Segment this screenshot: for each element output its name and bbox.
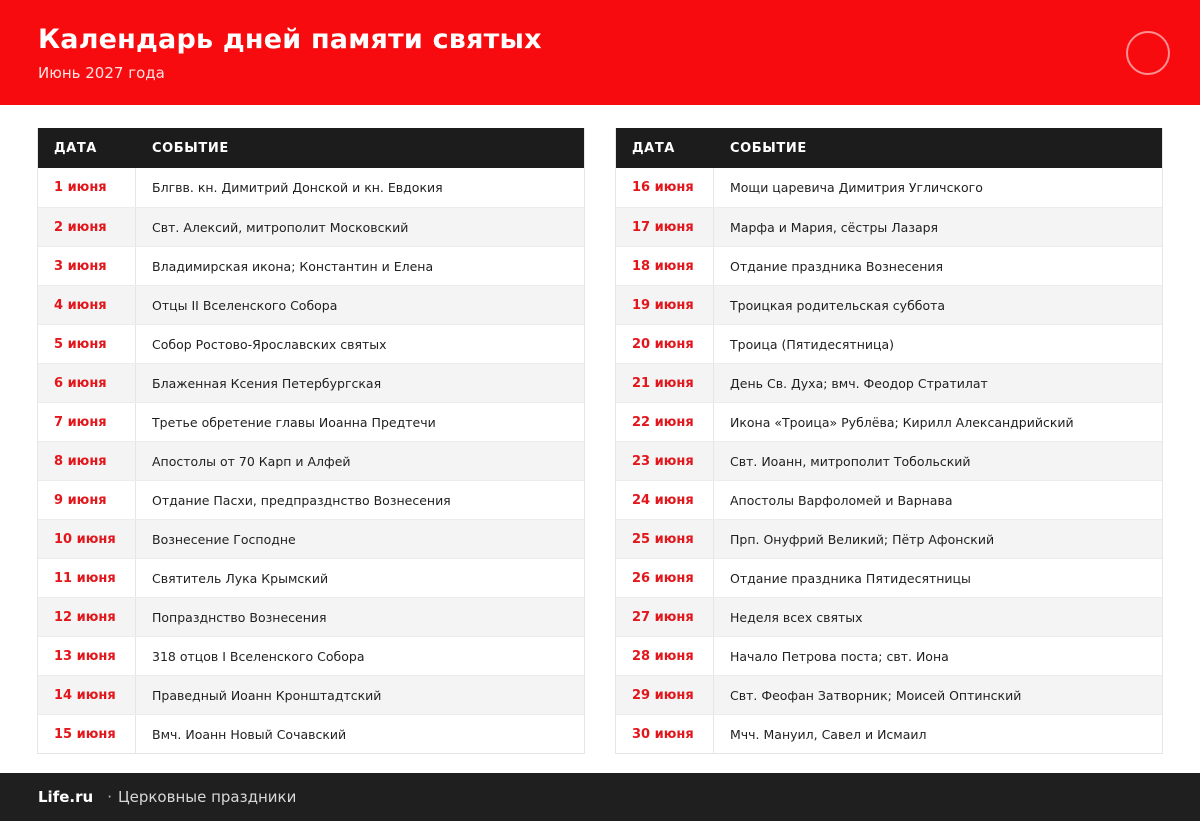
event-cell: Третье обретение главы Иоанна Предтечи	[152, 414, 436, 430]
event-cell: Свт. Алексий, митрополит Московский	[152, 219, 409, 235]
table-body	[616, 168, 1162, 753]
event-cell: Вознесение Господне	[152, 531, 296, 547]
table-row	[38, 597, 584, 636]
event-cell: Апостолы от 70 Карп и Алфей	[152, 453, 351, 469]
table-row	[38, 675, 584, 714]
date-cell: 23 июня	[616, 442, 714, 480]
table-row	[38, 324, 584, 363]
event-cell: Свт. Иоанн, митрополит Тобольский	[730, 453, 971, 469]
table-row	[616, 363, 1162, 402]
event-cell: Апостолы Варфоломей и Варнава	[730, 492, 953, 508]
column-header-event: СОБЫТИЕ	[152, 140, 229, 156]
event-cell: Марфа и Мария, сёстры Лазаря	[730, 219, 939, 235]
table-row	[38, 207, 584, 246]
calendar-table-left	[37, 128, 585, 754]
date-cell: 16 июня	[616, 168, 714, 207]
date-cell: 6 июня	[38, 364, 136, 402]
event-cell: Блаженная Ксения Петербургская	[152, 375, 382, 391]
table-row	[616, 519, 1162, 558]
date-cell: 28 июня	[616, 637, 714, 675]
date-cell: 29 июня	[616, 676, 714, 714]
table-row	[616, 168, 1162, 207]
table-body	[38, 168, 584, 753]
date-cell: 18 июня	[616, 247, 714, 285]
date-cell: 30 июня	[616, 715, 714, 753]
table-row	[616, 636, 1162, 675]
table-row	[616, 441, 1162, 480]
table-row	[616, 597, 1162, 636]
table-row	[616, 246, 1162, 285]
column-header-event: СОБЫТИЕ	[730, 140, 807, 156]
date-cell: 21 июня	[616, 364, 714, 402]
table-row	[616, 324, 1162, 363]
date-cell: 17 июня	[616, 208, 714, 246]
event-cell: Попразднство Вознесения	[152, 609, 327, 625]
date-cell: 15 июня	[38, 715, 136, 753]
event-cell: Троицкая родительская суббота	[730, 297, 946, 313]
date-cell: 13 июня	[38, 637, 136, 675]
event-cell: Свт. Феофан Затворник; Моисей Оптинский	[730, 687, 1022, 703]
date-cell: 5 июня	[38, 325, 136, 363]
event-cell: Отдание праздника Вознесения	[730, 258, 944, 274]
event-cell: Отцы II Вселенского Собора	[152, 297, 338, 313]
date-cell: 14 июня	[38, 676, 136, 714]
date-cell: 8 июня	[38, 442, 136, 480]
event-cell: Праведный Иоанн Кронштадтский	[152, 687, 382, 703]
column-header-date: ДАТА	[54, 140, 97, 156]
event-cell: Неделя всех святых	[730, 609, 863, 625]
table-row	[616, 558, 1162, 597]
page-header	[0, 0, 1200, 105]
table-row	[38, 558, 584, 597]
date-cell: 11 июня	[38, 559, 136, 597]
date-cell: 22 июня	[616, 403, 714, 441]
table-row	[616, 285, 1162, 324]
table-row	[38, 168, 584, 207]
event-cell: Мощи царевича Димитрия Угличского	[730, 180, 983, 195]
table-row	[38, 402, 584, 441]
date-cell: 26 июня	[616, 559, 714, 597]
page-title: Календарь дней памяти святых	[38, 24, 542, 55]
date-cell: 24 июня	[616, 481, 714, 519]
table-row	[38, 636, 584, 675]
table-row	[38, 363, 584, 402]
footer-separator: ·	[107, 788, 112, 806]
event-cell: Вмч. Иоанн Новый Сочавский	[152, 726, 347, 742]
table-row	[38, 519, 584, 558]
decorative-circle-icon	[1126, 31, 1170, 75]
table-row	[616, 675, 1162, 714]
event-cell: Икона «Троица» Рублёва; Кирилл Александрийский	[730, 414, 1074, 430]
table-row	[38, 246, 584, 285]
event-cell: 318 отцов I Вселенского Собора	[152, 648, 365, 664]
date-cell: 4 июня	[38, 286, 136, 324]
event-cell: День Св. Духа; вмч. Феодор Стратилат	[730, 375, 988, 391]
footer-section-label: Церковные праздники	[117, 788, 297, 806]
page-subtitle: Июнь 2027 года	[38, 64, 165, 82]
event-cell: Блгвв. кн. Димитрий Донской и кн. Евдокия	[152, 180, 443, 195]
event-cell: Владимирская икона; Константин и Елена	[152, 258, 434, 274]
date-cell: 27 июня	[616, 598, 714, 636]
brand-logo-text[interactable]: Life.ru	[38, 788, 94, 806]
table-row	[38, 714, 584, 753]
event-cell: Начало Петрова поста; свт. Иона	[730, 648, 949, 664]
event-cell: Собор Ростово-Ярославских святых	[152, 336, 387, 352]
event-cell: Мчч. Мануил, Савел и Исмаил	[730, 726, 927, 742]
event-cell: Отдание праздника Пятидесятницы	[730, 570, 971, 586]
table-row	[616, 714, 1162, 753]
event-cell: Троица (Пятидесятница)	[730, 336, 895, 352]
date-cell: 10 июня	[38, 520, 136, 558]
table-header	[616, 128, 1162, 168]
date-cell: 20 июня	[616, 325, 714, 363]
calendar-table-right	[615, 128, 1163, 754]
date-cell: 1 июня	[38, 168, 136, 207]
page-footer	[0, 773, 1200, 821]
date-cell: 2 июня	[38, 208, 136, 246]
table-row	[38, 441, 584, 480]
date-cell: 9 июня	[38, 481, 136, 519]
table-header	[38, 128, 584, 168]
table-row	[616, 207, 1162, 246]
date-cell: 12 июня	[38, 598, 136, 636]
date-cell: 25 июня	[616, 520, 714, 558]
column-header-date: ДАТА	[632, 140, 675, 156]
date-cell: 3 июня	[38, 247, 136, 285]
table-row	[616, 480, 1162, 519]
table-row	[616, 402, 1162, 441]
table-row	[38, 480, 584, 519]
table-row	[38, 285, 584, 324]
date-cell: 7 июня	[38, 403, 136, 441]
date-cell: 19 июня	[616, 286, 714, 324]
event-cell: Святитель Лука Крымский	[152, 570, 329, 586]
event-cell: Прп. Онуфрий Великий; Пётр Афонский	[730, 531, 995, 547]
event-cell: Отдание Пасхи, предпразднство Вознесения	[152, 492, 451, 508]
